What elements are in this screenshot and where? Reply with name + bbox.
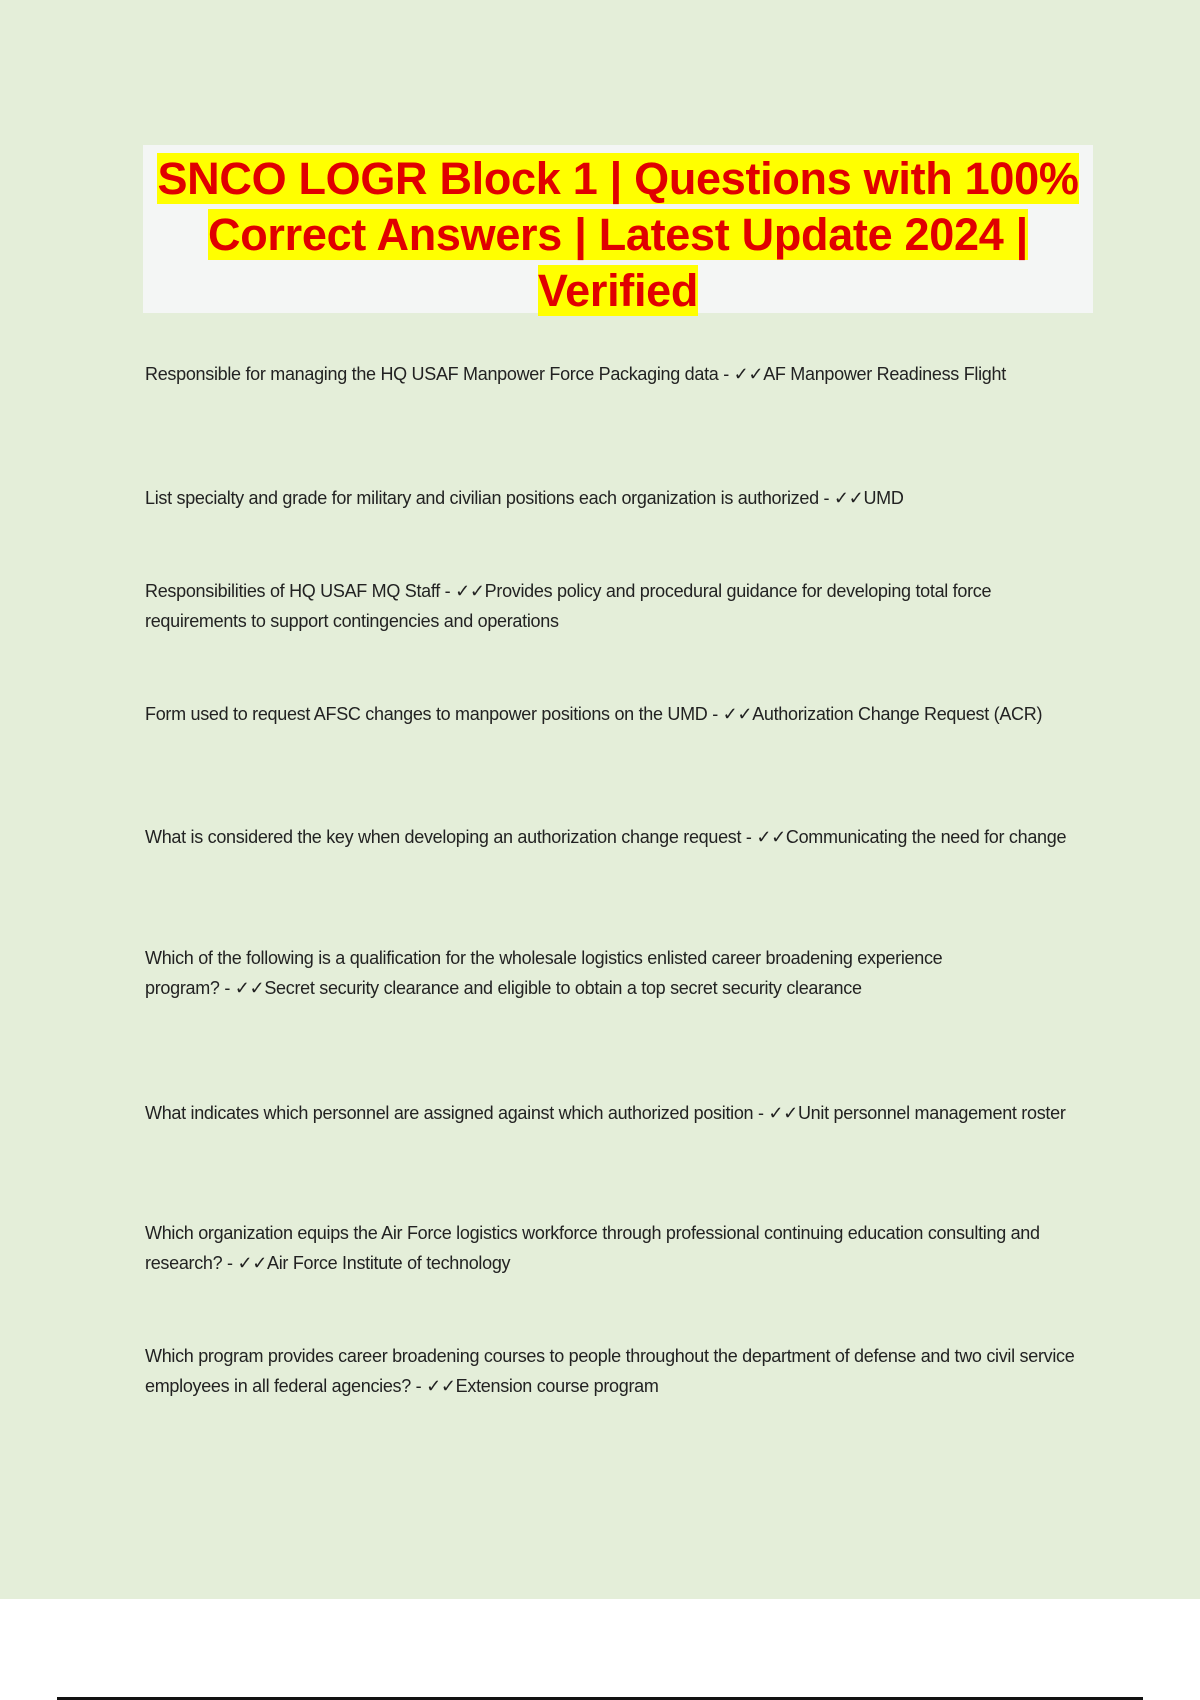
answer-text: Authorization Change Request (ACR): [752, 704, 1043, 724]
check-icon: ✓✓: [234, 978, 265, 998]
qa-item: Which program provides career broadening courses to people throughout the department of defense and two civil service employees in all federal agencies? - ✓✓Extension course program: [145, 1346, 1075, 1396]
answer-text: UMD: [863, 488, 904, 508]
answer-text: Unit personnel management roster: [797, 1103, 1066, 1123]
check-icon: ✓✓: [768, 1103, 798, 1123]
document-title: [143, 145, 1093, 319]
qa-item: Which organization equips the Air Force logistics workforce through professional continuing education consulting and research? - ✓✓Air Force Institute of technology: [145, 1223, 1040, 1273]
question-text: Form used to request AFSC changes to manpower positions on the UMD: [145, 704, 708, 724]
check-icon: ✓✓: [455, 581, 485, 601]
qa-item: Form used to request AFSC changes to manpower positions on the UMD - ✓✓Authorization Change Request (ACR): [145, 704, 1043, 724]
qa-item: What is considered the key when developing an authorization change request - ✓✓Communicating the need for change: [145, 827, 1067, 847]
qa-item: Responsibilities of HQ USAF MQ Staff - ✓✓Provides policy and procedural guidance for developing total force requirements to support contingencies and operations: [145, 581, 992, 631]
answer-text: Extension course program: [455, 1376, 659, 1396]
answer-text: Communicating the need for change: [785, 827, 1067, 847]
check-icon: ✓✓: [426, 1376, 456, 1396]
answer-text: Provides policy and procedural guidance for developing total force requirements to support contingencies and operations: [145, 581, 992, 631]
answer-text: Secret security clearance and eligible to obtain a top secret security clearance: [264, 978, 862, 998]
qa-item: List specialty and grade for military and civilian positions each organization is authorized - ✓✓UMD: [145, 488, 904, 508]
check-icon: ✓✓: [756, 827, 786, 847]
check-icon: ✓✓: [237, 1253, 268, 1273]
question-text: Which program provides career broadening courses to people throughout the department of defense and two civil service employees in all federal agencies?: [145, 1346, 1075, 1396]
qa-item: What indicates which personnel are assigned against which authorized position - ✓✓Unit personnel management roster: [145, 1103, 1066, 1123]
question-text: Which of the following is a qualification for the wholesale logistics enlisted career broadening experience program?: [145, 948, 943, 998]
question-text: What is considered the key when developing an authorization change request: [145, 827, 742, 847]
qa-item: Responsible for managing the HQ USAF Manpower Force Packaging data - ✓✓AF Manpower Readiness Flight: [145, 364, 1006, 384]
answer-text: Air Force Institute of technology: [267, 1253, 511, 1273]
title-box: [143, 145, 1093, 316]
question-text: Responsibilities of HQ USAF MQ Staff: [145, 581, 440, 601]
answer-text: AF Manpower Readiness Flight: [763, 364, 1006, 384]
title-highlight: SNCO LOGR Block 1 | Questions with 100% Correct Answers | Latest Update 2024 | Verified: [157, 153, 1079, 316]
question-text: Which organization equips the Air Force logistics workforce through professional continuing education consulting and research?: [145, 1223, 1040, 1273]
check-icon: ✓✓: [722, 704, 753, 724]
check-icon: ✓✓: [833, 488, 864, 508]
check-icon: ✓✓: [733, 364, 764, 384]
question-text: Responsible for managing the HQ USAF Manpower Force Packaging data: [145, 364, 719, 384]
qa-item: Which of the following is a qualification for the wholesale logistics enlisted career broadening experience program? - ✓✓Secret security clearance and eligible to obtain a top secret security clearance: [145, 948, 943, 998]
question-text: List specialty and grade for military and civilian positions each organization is authorized: [145, 488, 819, 508]
question-text: What indicates which personnel are assigned against which authorized position: [145, 1103, 754, 1123]
